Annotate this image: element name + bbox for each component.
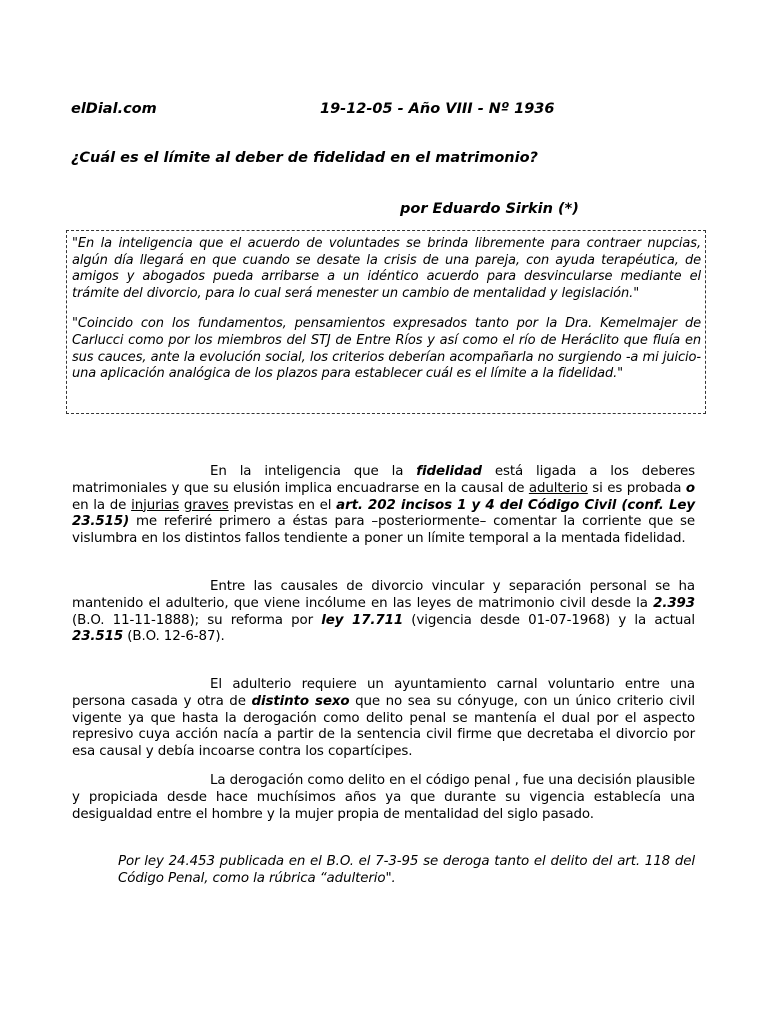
article-byline: por Eduardo Sirkin (*) bbox=[400, 201, 579, 217]
quote-paragraph-2: "Coincido con los fundamentos, pensamientos expresados tanto por la Dra. Kemelmajer de Carlucci como por los miembros del STJ de Entre Ríos y así como el río de Heráclito que fluía en sus cauces, ante la evolución social, los criterios deberían acompañarla no surgiendo -a mi juicio- una aplicación analógica de los plazos para establecer cuál es el límite a la fidelidad." bbox=[72, 316, 701, 382]
text-run: si es probada bbox=[587, 480, 686, 496]
underlined-injurias: injurias bbox=[131, 497, 180, 513]
body-paragraph-1 bbox=[72, 464, 695, 548]
emphasis-23515: 23.515 bbox=[72, 629, 124, 645]
emphasis-fidelidad: fidelidad bbox=[416, 464, 482, 479]
body-paragraph-2 bbox=[72, 579, 695, 646]
text-run: que no sea su cónyuge, con un único criterio civil vigente ya que hasta la derogación como delito penal se mantenía el dual por el aspecto represivo cuya acción nacía a partir de la sentencia civil firme que decretaba el divorcio por esa causal y debía incoarse contra los copartícipes. bbox=[72, 693, 695, 760]
text-run: Entre las causales de divorcio vincular y separación personal se ha mantenido el adulterio, que viene incólume en las leyes de matrimonio civil desde la bbox=[72, 579, 695, 611]
text-run: El adulterio requiere un ayuntamiento carnal voluntario entre una persona casada y otra de bbox=[72, 677, 695, 709]
text-run: (B.O. 12-6-87). bbox=[123, 629, 225, 645]
issue-info: 19-12-05 - Año VIII - Nº 1936 bbox=[320, 101, 555, 117]
site-name: elDial.com bbox=[71, 101, 157, 117]
emphasis-ley-17711: ley 17.711 bbox=[321, 612, 404, 628]
article-title: ¿Cuál es el límite al deber de fidelidad en el matrimonio? bbox=[71, 150, 538, 166]
quote-paragraph-1: "En la inteligencia que el acuerdo de voluntades se brinda libremente para contraer nupcias, algún día llegará en que cuando se desate la crisis de una pareja, con ayuda terapéutica, de amigos y abogados pueda arribarse a un idéntico acuerdo para desvincularse mediante el trámite del divorcio, para lo cual será menester un cambio de mentalidad y legislación." bbox=[72, 236, 701, 301]
body-paragraph-5: Por ley 24.453 publicada en el B.O. el 7-3-95 se deroga tanto el delito del art. 118 del Código Penal, como la rúbrica “adulterio". bbox=[118, 854, 695, 886]
emphasis-2393: 2.393 bbox=[653, 595, 695, 611]
emphasis-art-202: art. 202 incisos 1 y 4 del Código Civil (conf. Ley 23.515) bbox=[72, 497, 695, 530]
text-run: previstas en el bbox=[228, 497, 337, 513]
text-run: (B.O. 11-11-1888); su reforma por bbox=[72, 612, 322, 628]
text-run: En la inteligencia que la bbox=[210, 464, 417, 479]
quote-box bbox=[66, 230, 706, 414]
underlined-graves: graves bbox=[183, 497, 229, 513]
emphasis-distinto-sexo: distinto sexo bbox=[251, 693, 350, 709]
text-run: en la de bbox=[72, 497, 132, 513]
underlined-adulterio: adulterio bbox=[528, 480, 588, 496]
text-run: (vigencia desde 01-07-1968) y la actual bbox=[403, 612, 695, 628]
text-run: me referiré primero a éstas para –posteriormente– comentar la corriente que se vislumbra en los distintos fallos tendiente a poner un límite temporal a la mentada fidelidad. bbox=[72, 514, 695, 547]
body-paragraph-3 bbox=[72, 677, 695, 761]
text-run: La derogación como delito en el código penal , fue una decisión plausible y propiciada desde hace muchísimos años ya que durante su vigencia establecía una desigualdad entre el hombre y la mujer propia de mentalidad del siglo pasado. bbox=[72, 773, 695, 822]
text-run: está ligada a los deberes matrimoniales y que su elusión implica encuadrarse en la causal de bbox=[72, 464, 696, 496]
emphasis-o: o bbox=[685, 480, 695, 496]
body-paragraph-4 bbox=[72, 773, 695, 823]
